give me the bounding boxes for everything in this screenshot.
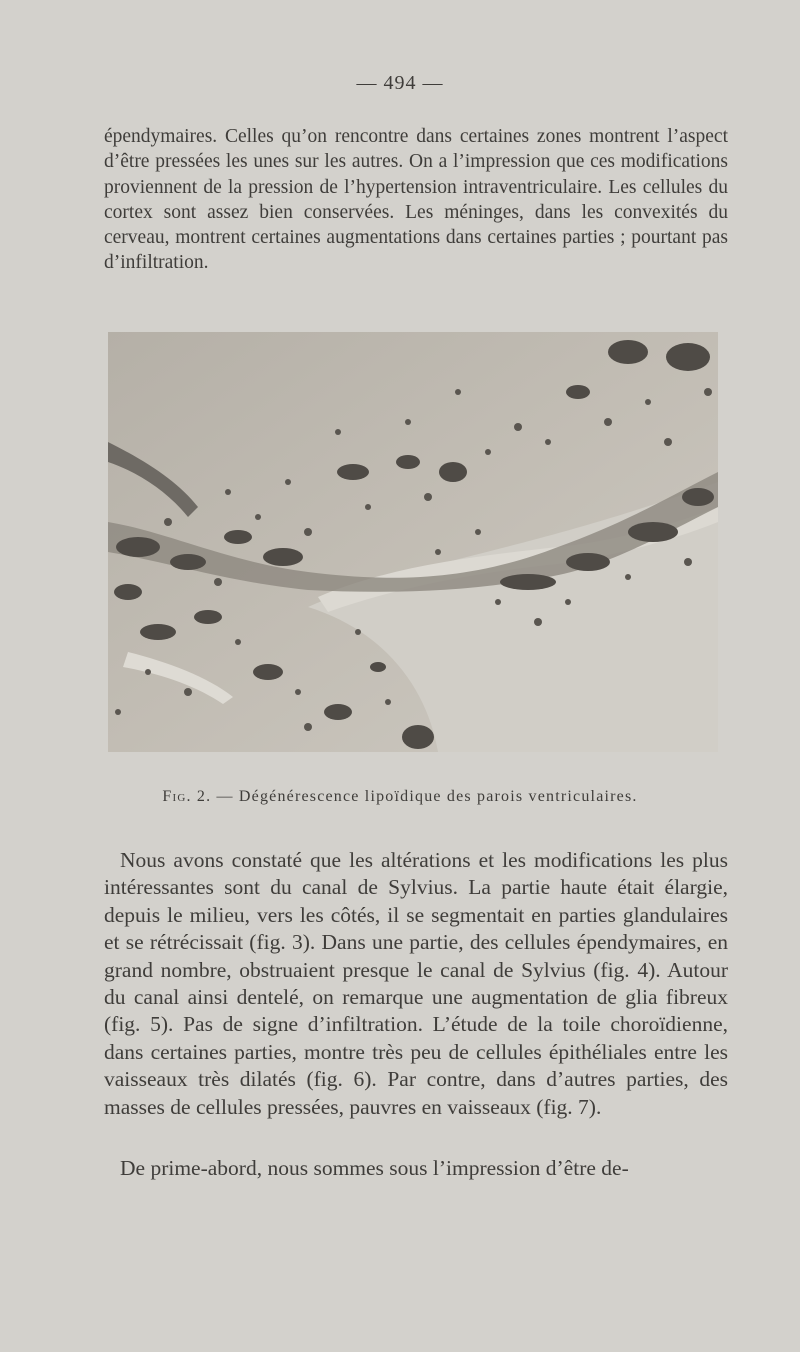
- paragraph-1: épendymaires. Celles qu’on rencontre dans certaines zones montrent l’aspect d’être pressées les unes sur les autres. On a l’impression que ces modifications proviennent de la pression de l’hypertension intraventriculaire. Les cellules du cortex sont assez bien conservées. Les méninges, dans les convexités du cerveau, montrent certaines augmentations dans certaines parties ; pourtant pas d’infiltration.: [104, 126, 728, 274]
- micrograph-image: [108, 332, 718, 752]
- caption-text: Dégénérescence lipoïdique des parois ventriculaires.: [238, 788, 638, 805]
- paragraph-2: Nous avons constaté que les altérations et les modifications les plus intéressantes sont du canal de Sylvius. La partie haute était élargie, depuis le milieu, vers les côtés, il se segmentait en parties glandulaires et se rétrécissait (fig. 3). Dans une partie, des cellules épendymaires, en grand nombre, obstruaient presque le canal de Sylvius (fig. 4). Autour du canal ainsi dentelé, on remarque une augmentation de glia fibreux (fig. 5). Pas de signe d’infiltration. L’étude de la toile choroïdienne, dans certaines parties, montre très peu de cellules épithéliales entre les vaisseaux très dilatés (fig. 6). Par contre, dans d’autres parties, des masses de cellules pressées, pauvres en vaisseaux (fig. 7).: [104, 848, 728, 1119]
- paragraph-3: De prime-abord, nous sommes sous l’impression d’être de-: [120, 1156, 629, 1180]
- page-number: — 494 —: [356, 72, 444, 94]
- figure-caption: [0, 788, 800, 806]
- micrograph-figure: [108, 332, 718, 752]
- figure-label: Fig. 2.: [162, 788, 212, 805]
- caption-separator: —: [216, 788, 234, 805]
